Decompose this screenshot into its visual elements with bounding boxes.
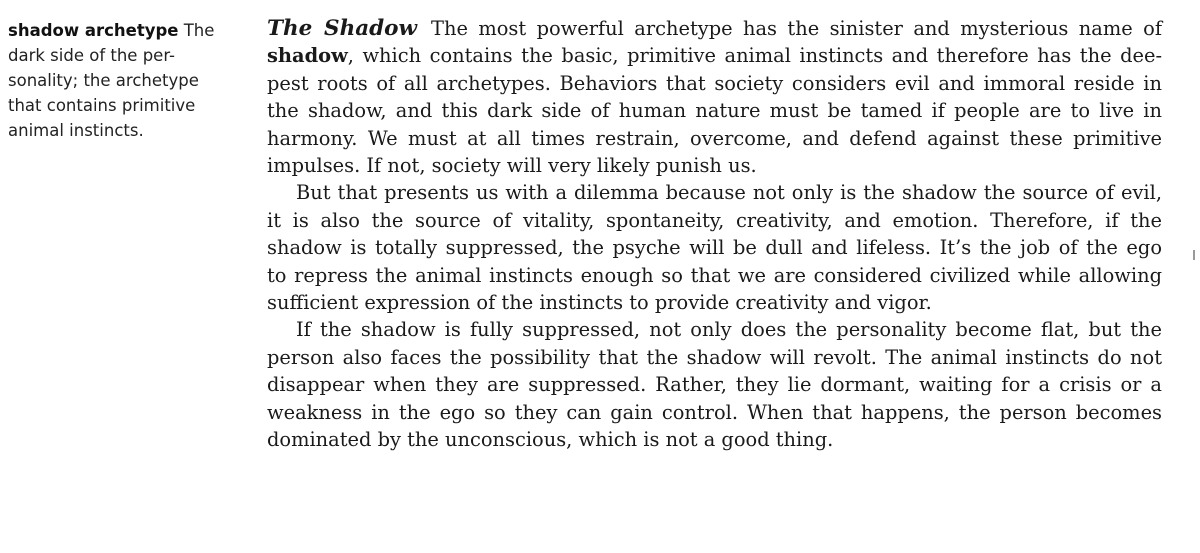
paragraph-3-line-4: weakness in the ego so they can gain control. When that happens, the person becomes: [267, 400, 1162, 424]
glossary-line-3: sonality; the archetype: [8, 71, 199, 90]
paragraph-2-line-1: But that presents us with a dilemma because not only is the shadow the source of evil,: [296, 181, 1162, 205]
shadow-bold-term: shadow: [267, 44, 348, 68]
margin-glossary-note: [8, 18, 233, 143]
section-title: The Shadow: [267, 16, 418, 41]
paragraph-1-line-1: [267, 15, 1162, 42]
paragraph-2-line-3: shadow is totally suppressed, the psyche will be dull and lifeless. It’s the job of the ego: [267, 236, 1162, 260]
paragraph-1-line-6: impulses. If not, society will very likely punish us.: [267, 154, 757, 178]
paragraph-2-line-4: to repress the animal instincts enough so that we are considered civilized while allowing: [267, 263, 1162, 287]
glossary-line-4: that contains primitive: [8, 96, 196, 115]
paragraph-3: [267, 316, 1162, 453]
glossary-term: shadow archetype: [8, 21, 179, 40]
paragraph-2-line-5: sufficient expression of the instincts to provide creativity and vigor.: [267, 291, 932, 315]
paragraph-3-line-3: disappear when they are suppressed. Rather, they lie dormant, waiting for a crisis or a: [267, 373, 1162, 397]
body-text: [267, 15, 1162, 454]
paragraph-3-line-5: dominated by the unconscious, which is not a good thing.: [267, 428, 834, 452]
paragraph-1-line-2: [267, 42, 1162, 69]
glossary-line-1: [8, 18, 233, 43]
paragraph-1: [267, 15, 1162, 179]
paragraph-1-line-1-text: The most powerful archetype has the sinister and mysterious name of: [431, 17, 1162, 40]
paragraph-2: [267, 179, 1162, 316]
paragraph-3-line-2: person also faces the possibility that the shadow will revolt. The animal instincts do not: [267, 345, 1162, 369]
paragraph-1-line-3: pest roots of all archetypes. Behaviors that society considers evil and immoral reside in: [267, 71, 1162, 95]
paragraph-1-line-2-text: , which contains the basic, primitive animal instincts and therefore has the dee-: [347, 44, 1162, 68]
edge-mark: [1193, 250, 1195, 260]
paragraph-3-line-1: If the shadow is fully suppressed, not only does the personality become flat, but the: [296, 318, 1162, 342]
paragraph-1-line-5: harmony. We must at all times restrain, overcome, and defend against these primitive: [267, 126, 1162, 150]
paragraph-1-line-4: the shadow, and this dark side of human nature must be tamed if people are to live in: [267, 99, 1162, 123]
glossary-definition-start: The: [178, 21, 215, 40]
paragraph-2-line-2: it is also the source of vitality, spontaneity, creativity, and emotion. Therefore, if the: [267, 208, 1162, 232]
glossary-line-5: animal instincts.: [8, 121, 144, 140]
glossary-line-2: dark side of the per-: [8, 46, 175, 65]
